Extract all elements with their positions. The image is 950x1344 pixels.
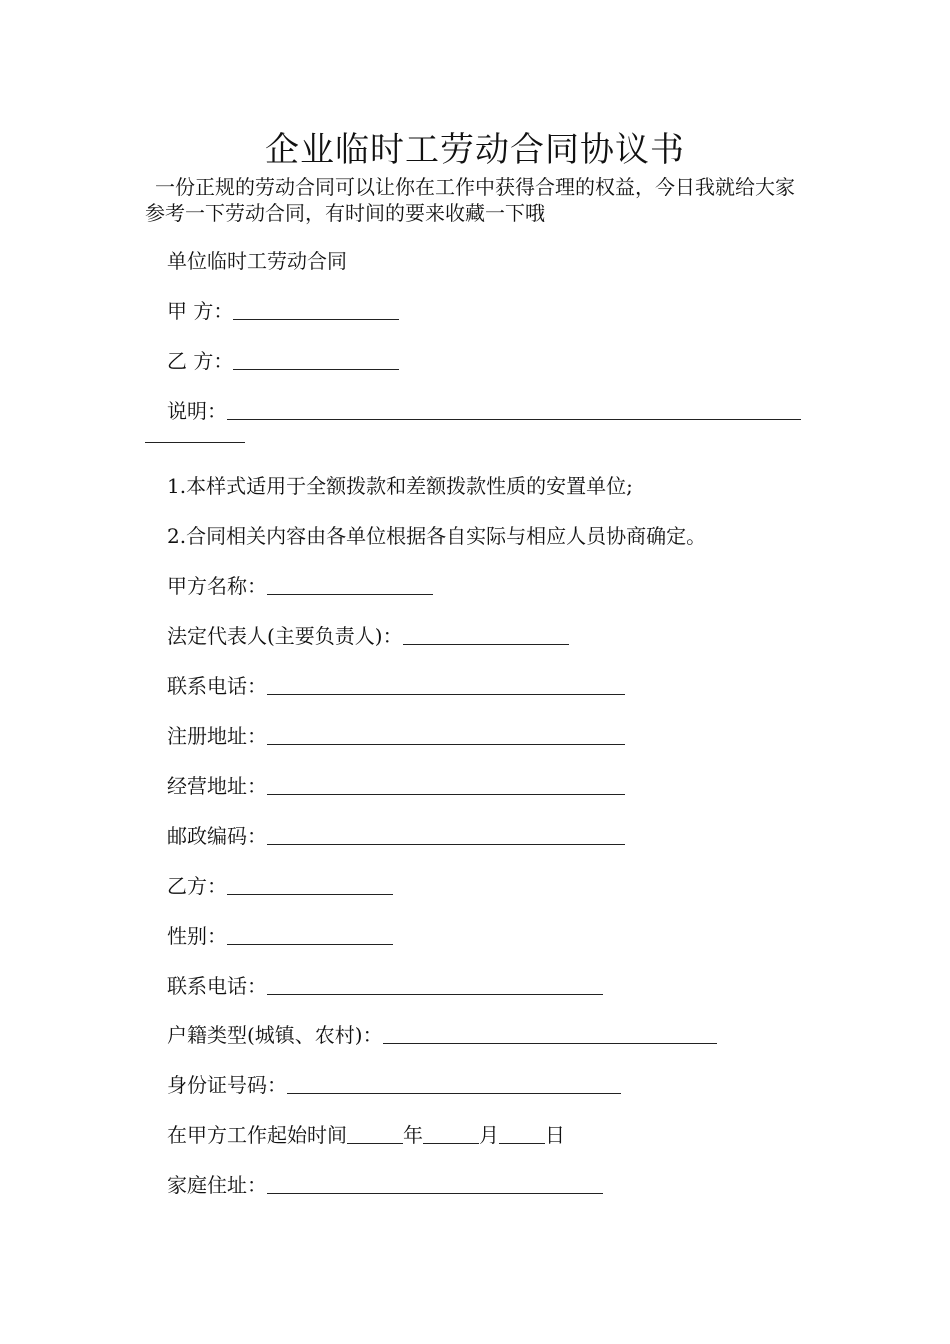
note-label: 说明：	[167, 399, 227, 423]
party-a-blank[interactable]	[233, 299, 399, 320]
party-a-phone-label: 联系电话：	[167, 674, 267, 698]
reg-address-line	[167, 722, 625, 750]
start-year-blank[interactable]	[347, 1123, 403, 1144]
party-b-phone-blank[interactable]	[267, 974, 603, 995]
postal-code-blank[interactable]	[267, 824, 625, 845]
party-a-name-blank[interactable]	[267, 574, 433, 595]
hukou-type-label: 户籍类型(城镇、农村)：	[167, 1023, 383, 1047]
month-label: 月	[479, 1123, 499, 1147]
start-time-line	[167, 1121, 565, 1149]
reg-address-label: 注册地址：	[167, 724, 267, 748]
party-a-label: 甲 方：	[167, 299, 234, 323]
day-label: 日	[545, 1123, 565, 1147]
id-number-line	[167, 1071, 621, 1099]
party-a-name-line	[167, 572, 433, 600]
note-item-1: 1.本样式适用于全额拨款和差额拨款性质的安置单位;	[167, 474, 633, 498]
gender-line	[167, 922, 393, 950]
reg-address-blank[interactable]	[267, 724, 625, 745]
section-title: 单位临时工劳动合同	[167, 249, 347, 273]
start-month-blank[interactable]	[423, 1123, 479, 1144]
biz-address-line	[167, 772, 625, 800]
biz-address-label: 经营地址：	[167, 774, 267, 798]
start-day-blank[interactable]	[499, 1123, 545, 1144]
note-item-2: 2.合同相关内容由各单位根据各自实际与相应人员协商确定。	[167, 524, 707, 548]
note-blank[interactable]	[227, 399, 801, 420]
year-label: 年	[403, 1123, 423, 1147]
gender-blank[interactable]	[227, 924, 393, 945]
legal-rep-line	[167, 622, 569, 650]
id-number-label: 身份证号码：	[167, 1073, 287, 1097]
home-address-line	[167, 1171, 603, 1199]
hukou-type-line	[167, 1021, 717, 1049]
party-b2-label: 乙方：	[167, 874, 227, 898]
party-b-phone-line	[167, 972, 603, 1000]
intro-paragraph: 一份正规的劳动合同可以让你在工作中获得合理的权益，今日我就给大家参考一下劳动合同，有时间的要来收藏一下哦	[145, 175, 795, 225]
legal-rep-blank[interactable]	[403, 624, 569, 645]
party-a-name-label: 甲方名称：	[167, 574, 267, 598]
party-a-phone-line	[167, 672, 625, 700]
home-address-label: 家庭住址：	[167, 1173, 267, 1197]
party-b-blank[interactable]	[233, 349, 399, 370]
start-time-label: 在甲方工作起始时间	[167, 1123, 347, 1147]
biz-address-blank[interactable]	[267, 774, 625, 795]
legal-rep-label: 法定代表人(主要负责人)：	[167, 624, 403, 648]
party-b-phone-label: 联系电话：	[167, 974, 267, 998]
home-address-blank[interactable]	[267, 1173, 603, 1194]
postal-code-label: 邮政编码：	[167, 824, 267, 848]
hukou-type-blank[interactable]	[383, 1023, 717, 1044]
party-a-phone-blank[interactable]	[267, 674, 625, 695]
gender-label: 性别：	[167, 924, 227, 948]
note-blank-continuation[interactable]	[145, 424, 245, 443]
party-b2-blank[interactable]	[227, 874, 393, 895]
note-line	[167, 397, 801, 425]
postal-code-line	[167, 822, 625, 850]
id-number-blank[interactable]	[287, 1073, 621, 1094]
party-b-line	[167, 347, 399, 375]
document-title: 企业临时工劳动合同协议书	[265, 130, 685, 170]
party-b-label: 乙 方：	[167, 349, 234, 373]
party-a-line	[167, 297, 399, 325]
party-b2-line	[167, 872, 393, 900]
